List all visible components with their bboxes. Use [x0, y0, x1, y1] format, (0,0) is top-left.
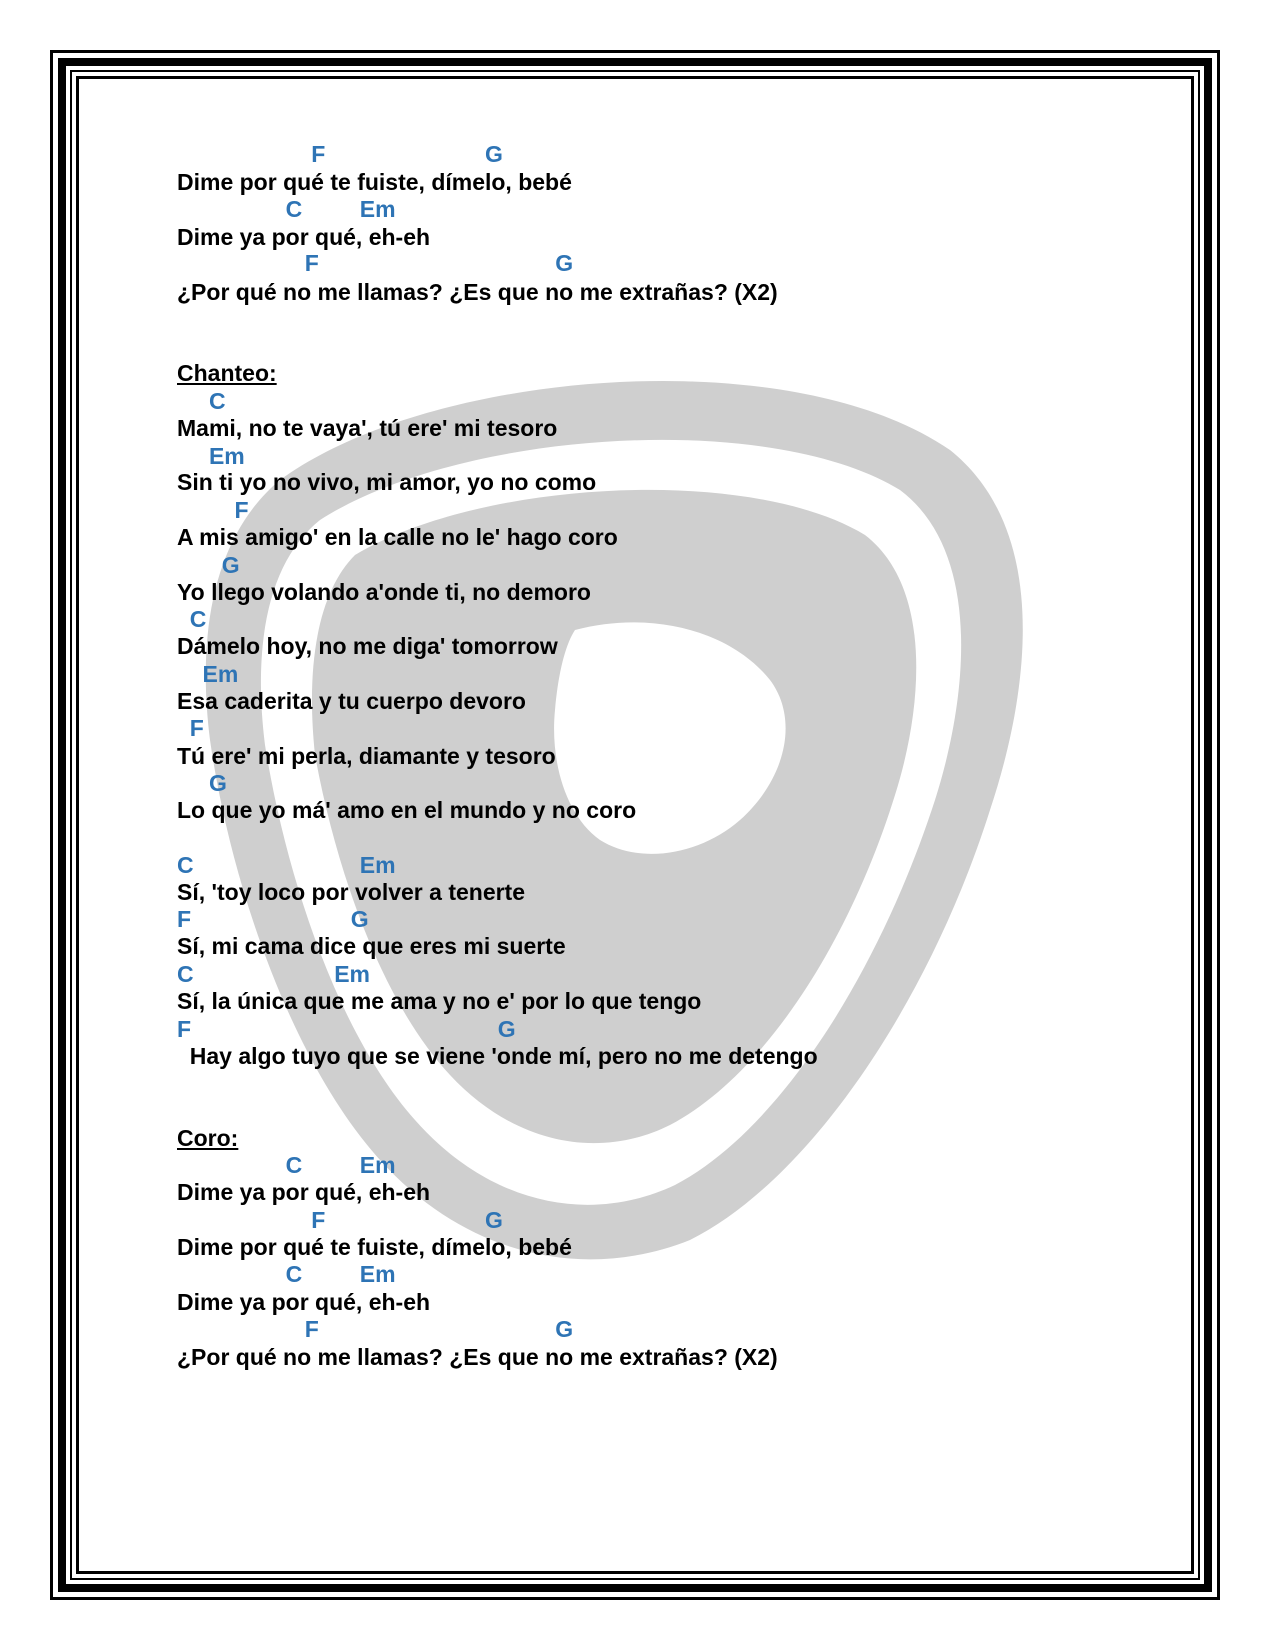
- chord-line: Em: [177, 661, 239, 687]
- lyric-line: Sí, la única que me ama y no e' por lo que tengo: [177, 988, 702, 1014]
- chord-line: F G: [177, 906, 369, 932]
- lyric-line: Dime ya por qué, eh-eh: [177, 1179, 431, 1205]
- song-sheet: [177, 0, 1157, 1650]
- section-heading-chanteo: Chanteo:: [177, 360, 277, 386]
- lyric-line: Mami, no te vaya', tú ere' mi tesoro: [177, 415, 558, 441]
- lyric-line: Sí, 'toy loco por volver a tenerte: [177, 879, 526, 905]
- chord-line: F G: [177, 1316, 574, 1342]
- lyric-line: Yo llego volando a'onde ti, no demoro: [177, 579, 591, 605]
- lyric-line: Esa caderita y tu cuerpo devoro: [177, 688, 526, 714]
- chord-line: C: [177, 388, 226, 414]
- chord-line: F G: [177, 141, 503, 167]
- lyric-line: Dime ya por qué, eh-eh: [177, 1289, 431, 1315]
- lyric-line: Tú ere' mi perla, diamante y tesoro: [177, 743, 556, 769]
- chord-line: F: [177, 497, 249, 523]
- chord-line: C Em: [177, 1261, 396, 1287]
- chord-line: C Em: [177, 961, 370, 987]
- chord-line: F G: [177, 250, 574, 276]
- lyric-line: ¿Por qué no me llamas? ¿Es que no me extrañas? (X2): [177, 279, 778, 305]
- chord-line: G: [177, 552, 240, 578]
- chord-line: F G: [177, 1207, 503, 1233]
- lyric-line: Dime por qué te fuiste, dímelo, bebé: [177, 1234, 572, 1260]
- chord-line: Em: [177, 443, 245, 469]
- lyric-line: Dámelo hoy, no me diga' tomorrow: [177, 633, 558, 659]
- lyric-line: Hay algo tuyo que se viene 'onde mí, pero no me detengo: [177, 1043, 818, 1069]
- lyric-line: Lo que yo má' amo en el mundo y no coro: [177, 797, 637, 823]
- lyric-line: Dime ya por qué, eh-eh: [177, 224, 431, 250]
- chord-line: C Em: [177, 196, 396, 222]
- chord-line: G: [177, 770, 227, 796]
- chord-line: C Em: [177, 1152, 396, 1178]
- lyric-line: Sin ti yo no vivo, mi amor, yo no como: [177, 469, 597, 495]
- chord-line: C Em: [177, 852, 396, 878]
- chord-line: C: [177, 606, 207, 632]
- lyric-line: ¿Por qué no me llamas? ¿Es que no me extrañas? (X2): [177, 1344, 778, 1370]
- chord-line: F: [177, 715, 204, 741]
- chord-line: F G: [177, 1016, 516, 1042]
- lyric-line: Sí, mi cama dice que eres mi suerte: [177, 933, 566, 959]
- lyric-line: A mis amigo' en la calle no le' hago coro: [177, 524, 618, 550]
- lyric-line: Dime por qué te fuiste, dímelo, bebé: [177, 169, 572, 195]
- section-heading-coro: Coro:: [177, 1125, 239, 1151]
